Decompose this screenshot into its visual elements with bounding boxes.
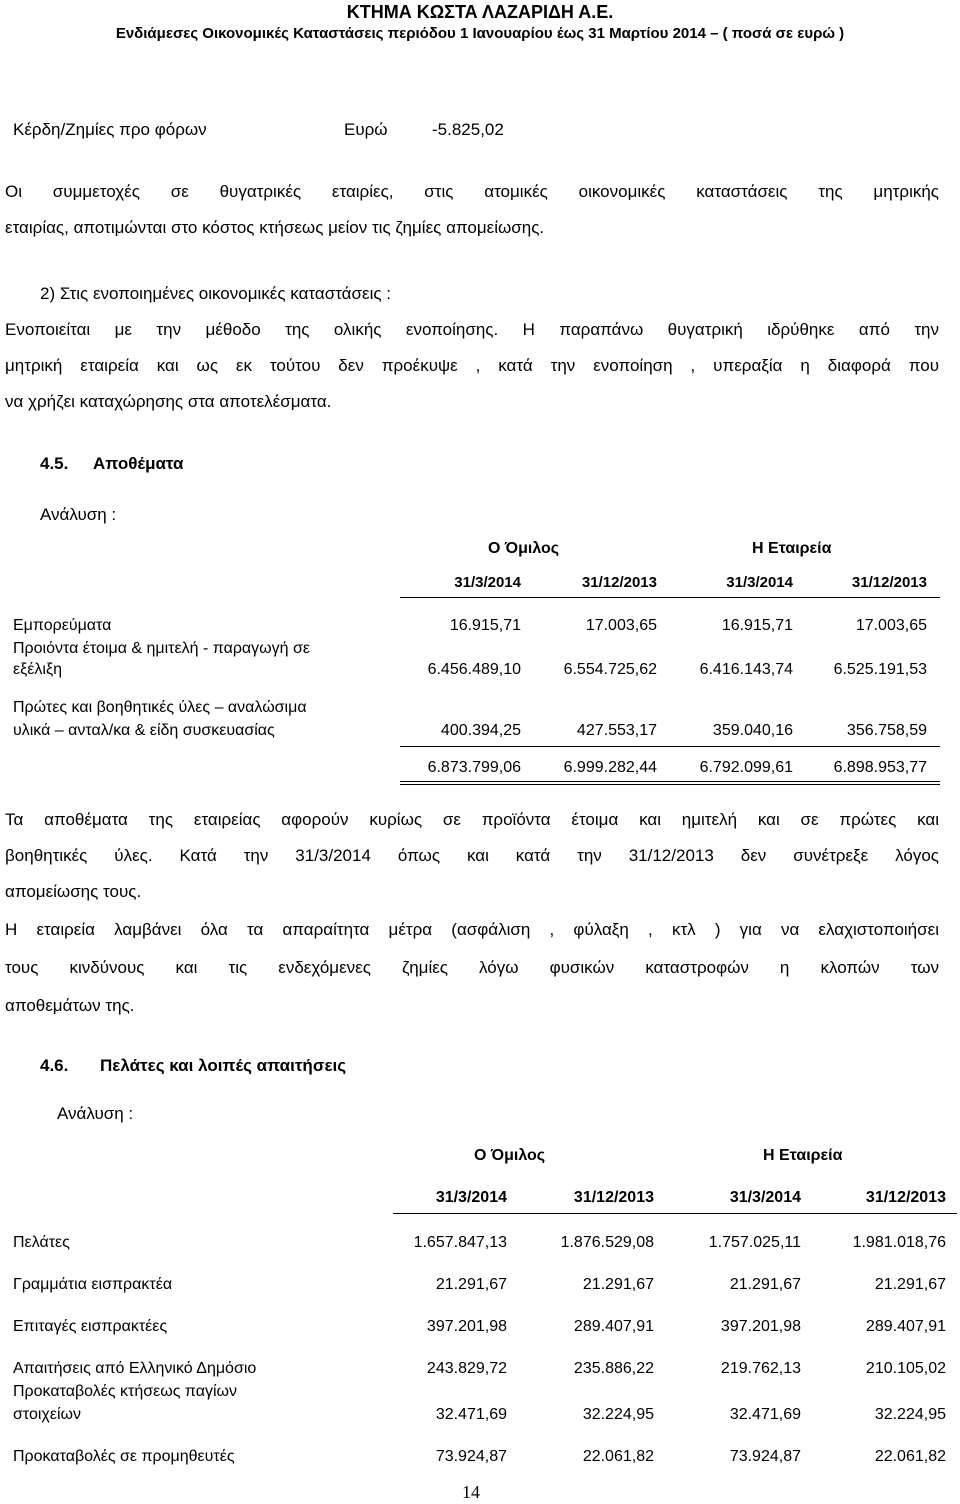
inv-row-3-val-3: 359.040,16 <box>712 722 793 739</box>
inv-row-1-val-2: 17.003,65 <box>585 617 657 634</box>
inv-row-2-label-2: εξέλιξη <box>13 661 63 678</box>
inv-row-1-label: Εμπορεύματα <box>13 617 112 634</box>
inv-double-rule-2 <box>400 784 940 785</box>
rec-header-rule <box>393 1213 957 1214</box>
inv-text2-line-1: Η εταιρεία λαμβάνει όλα τα απαραίτητα μέτρα (ασφάλιση , φύλαξη , κτλ ) για να ελαχιστοποιήσει <box>5 920 939 939</box>
inv-row-1-val-4: 17.003,65 <box>855 617 927 634</box>
inv-row-2-val-2: 6.554.725,62 <box>563 661 657 678</box>
inv-header-rule <box>400 597 940 598</box>
profit-currency: Ευρώ <box>344 120 388 139</box>
rec-row-6-val-4: 22.061,82 <box>874 1448 946 1465</box>
rec-row-4-val-4: 210.105,02 <box>865 1360 946 1377</box>
rec-row-1-label: Πελάτες <box>13 1234 70 1251</box>
rec-row-4-val-2: 235.886,22 <box>573 1360 654 1377</box>
inv-total-1: 6.873.799,06 <box>427 759 521 776</box>
rec-row-2-val-1: 21.291,67 <box>435 1276 507 1293</box>
page-number: 14 <box>462 1482 480 1502</box>
rec-row-4-val-3: 219.762,13 <box>720 1360 801 1377</box>
inv-date-4: 31/12/2013 <box>851 574 927 591</box>
section-46-number: 4.6. <box>40 1056 69 1075</box>
consolidated-heading: 2) Στις ενοποιημένες οικονομικές καταστάσεις : <box>40 284 391 303</box>
rec-row-4-val-1: 243.829,72 <box>426 1360 507 1377</box>
rec-row-1-val-1: 1.657.847,13 <box>413 1234 507 1251</box>
rec-row-5-label-1: Προκαταβολές κτήσεως παγίων <box>13 1383 238 1400</box>
consolidated-line-3: να χρήζει καταχώρησης στα αποτελέσματα. <box>5 392 332 411</box>
rec-date-3: 31/3/2014 <box>729 1189 801 1206</box>
inv-double-rule-1 <box>400 781 940 782</box>
inv-company-label: Η Εταιρεία <box>752 540 832 557</box>
inv-row-3-val-4: 356.758,59 <box>846 722 927 739</box>
inv-row-3-val-2: 427.553,17 <box>576 722 657 739</box>
rec-row-3-val-1: 397.201,98 <box>426 1318 507 1335</box>
rec-row-2-val-4: 21.291,67 <box>874 1276 946 1293</box>
rec-row-5-label-2: στοιχείων <box>13 1406 81 1423</box>
rec-row-5-val-2: 32.224,95 <box>582 1406 654 1423</box>
rec-row-2-label: Γραμμάτια εισπρακτέα <box>13 1276 173 1293</box>
inv-date-3: 31/3/2014 <box>726 574 793 591</box>
inv-text1-line-2: βοηθητικές ύλες. Κατά την 31/3/2014 όπως και κατά την 31/12/2013 δεν συνέτρεξε λόγος <box>5 846 939 865</box>
rec-row-6-val-3: 73.924,87 <box>729 1448 801 1465</box>
section-45-number: 4.5. <box>40 454 69 473</box>
rec-row-3-val-2: 289.407,91 <box>573 1318 654 1335</box>
rec-date-4: 31/12/2013 <box>865 1189 946 1206</box>
rec-row-3-label: Επιταγές εισπρακτέες <box>13 1318 168 1335</box>
inv-row-1-val-1: 16.915,71 <box>449 617 521 634</box>
rec-row-5-val-3: 32.471,69 <box>729 1406 801 1423</box>
rec-row-6-label: Προκαταβολές σε προμηθευτές <box>13 1448 235 1465</box>
inv-text1-line-3: απομείωσης τους. <box>5 882 142 901</box>
inv-text1-line-1: Τα αποθέματα της εταιρείας αφορούν κυρίως σε προϊόντα έτοιμα και ημιτελή και σε πρώτες και <box>5 810 939 829</box>
inv-group-label: Ο Όμιλος <box>488 540 560 557</box>
inv-row-2-val-1: 6.456.489,10 <box>427 661 521 678</box>
inv-date-2: 31/12/2013 <box>581 574 657 591</box>
inv-row-2-val-4: 6.525.191,53 <box>833 661 927 678</box>
consolidated-line-2: μητρική εταιρεία και ως εκ τούτου δεν προέκυψε , κατά την ενοποίηση , υπεραξία η διαφορά που <box>5 356 939 375</box>
inv-row-1-val-3: 16.915,71 <box>721 617 793 634</box>
rec-row-3-val-3: 397.201,98 <box>720 1318 801 1335</box>
inv-text2-line-3: αποθεμάτων της. <box>5 996 135 1015</box>
rec-row-1-val-4: 1.981.018,76 <box>852 1234 946 1251</box>
rec-row-2-val-2: 21.291,67 <box>582 1276 654 1293</box>
rec-row-4-label: Απαιτήσεις από Ελληνικό Δημόσιο <box>13 1360 257 1377</box>
rec-row-3-val-4: 289.407,91 <box>865 1318 946 1335</box>
rec-row-1-val-3: 1.757.025,11 <box>708 1234 801 1251</box>
inv-row-3-val-1: 400.394,25 <box>440 722 521 739</box>
inv-row-2-val-3: 6.416.143,74 <box>699 661 793 678</box>
rec-row-5-val-4: 32.224,95 <box>874 1406 946 1423</box>
profit-value: -5.825,02 <box>432 120 504 139</box>
inv-row-2-label-1: Προιόντα έτοιμα & ημιτελή - παραγωγή σε <box>13 640 311 657</box>
section-46-analysis: Ανάλυση : <box>57 1104 134 1123</box>
inv-date-1: 31/3/2014 <box>454 574 521 591</box>
inv-total-3: 6.792.099,61 <box>699 759 793 776</box>
inv-text2-line-2: τους κινδύνους και τις ενδεχόμενες ζημίες λόγω φυσικών καταστροφών η κλοπών των <box>5 958 939 977</box>
rec-row-1-val-2: 1.876.529,08 <box>560 1234 654 1251</box>
rec-row-5-val-1: 32.471,69 <box>435 1406 507 1423</box>
section-45-title: Αποθέματα <box>93 454 184 473</box>
inv-total-2: 6.999.282,44 <box>563 759 657 776</box>
profit-label: Κέρδη/Ζημίες προ φόρων <box>13 120 207 139</box>
inv-row-3-label-2: υλικά – ανταλ/κα & είδη συσκευασίας <box>13 722 275 739</box>
rec-row-6-val-2: 22.061,82 <box>582 1448 654 1465</box>
rec-date-2: 31/12/2013 <box>573 1189 654 1206</box>
para1-line-1: Οι συμμετοχές σε θυγατρικές εταιρίες, στις ατομικές οικονομικές καταστάσεις της μητρικής <box>5 182 939 201</box>
inv-total-rule <box>400 746 940 747</box>
consolidated-line-1: Ενοποιείται με την μέθοδο της ολικής ενοποίησης. Η παραπάνω θυγατρική ιδρύθηκε από την <box>5 320 939 339</box>
inv-row-3-label-1: Πρώτες και βοηθητικές ύλες – αναλώσιμα <box>13 699 307 716</box>
rec-group-label: Ο Όμιλος <box>474 1147 546 1164</box>
report-subtitle: Ενδιάμεσες Οικονομικές Καταστάσεις περιόδου 1 Ιανουαρίου έως 31 Μαρτίου 2014 – ( ποσά σε ευρώ ) <box>115 25 845 42</box>
rec-company-label: Η Εταιρεία <box>763 1147 843 1164</box>
rec-date-1: 31/3/2014 <box>435 1189 507 1206</box>
para1-line-2: εταιρίας, αποτιμώνται στο κόστος κτήσεως μείον τις ζημίες απομείωσης. <box>5 218 545 237</box>
rec-row-2-val-3: 21.291,67 <box>729 1276 801 1293</box>
company-title: ΚΤΗΜΑ ΚΩΣΤΑ ΛΑΖΑΡΙΔΗ Α.Ε. <box>346 2 614 22</box>
inv-total-4: 6.898.953,77 <box>833 759 927 776</box>
rec-row-6-val-1: 73.924,87 <box>435 1448 507 1465</box>
section-45-analysis: Ανάλυση : <box>40 505 117 524</box>
section-46-title: Πελάτες και λοιπές απαιτήσεις <box>100 1056 347 1075</box>
